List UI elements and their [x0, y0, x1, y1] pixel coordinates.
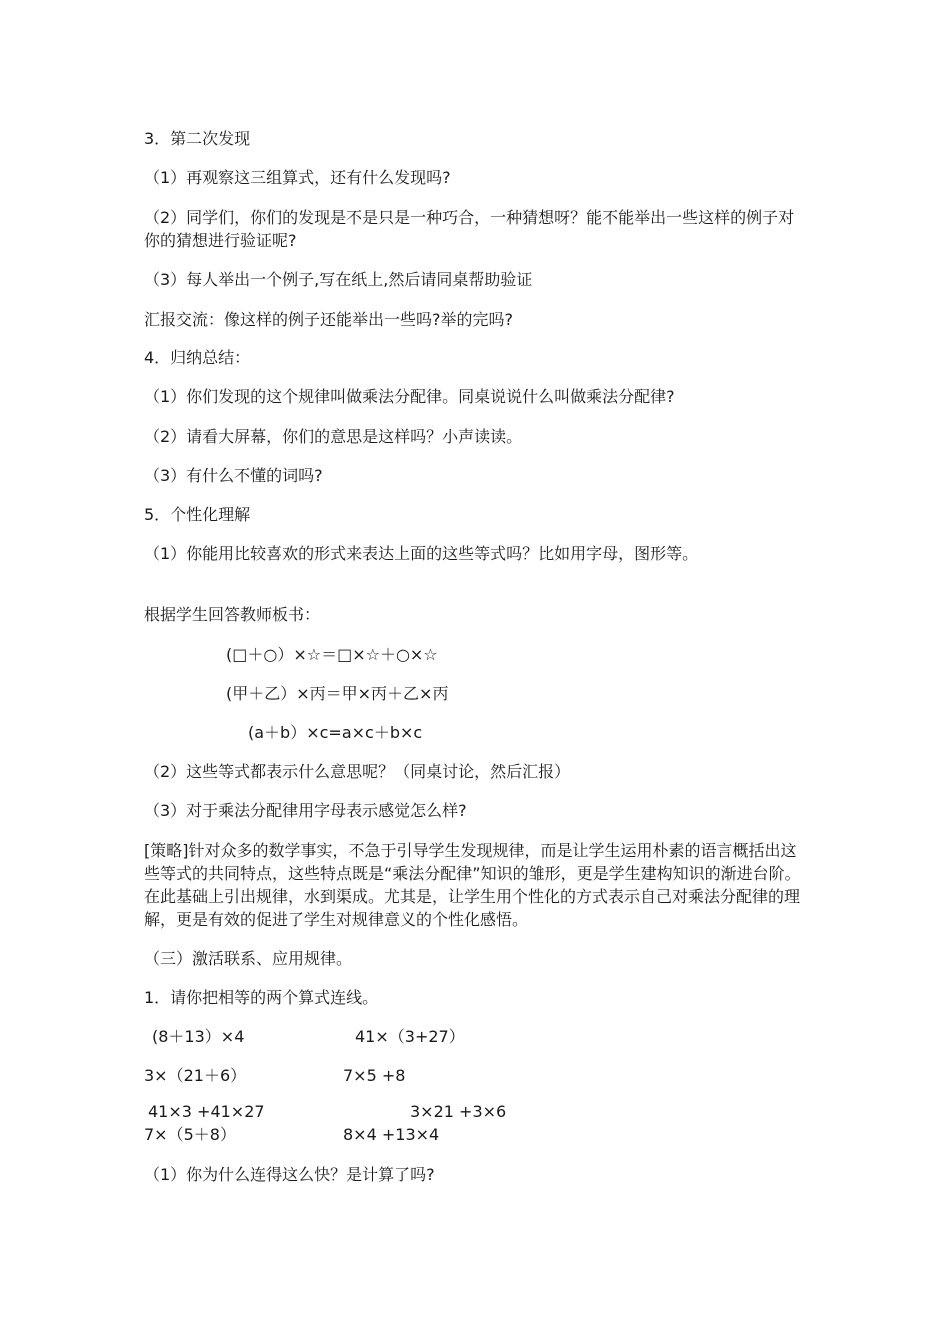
personalized-question-2: （2）这些等式都表示什么意思呢？（同桌讨论，然后汇报）	[144, 762, 571, 781]
exercise-1-question: （1）你为什么连得这么快？是计算了吗?	[144, 1165, 435, 1184]
board-writing-intro: 根据学生回答教师板书：	[144, 605, 321, 624]
summary-question-2: （2）请看大屏幕，你们的意思是这样吗？小声读读。	[144, 427, 523, 446]
expression-left-4: 7×（5＋8）	[144, 1125, 236, 1144]
formula-letters: (a＋b）×c=a×c＋b×c	[248, 723, 423, 742]
question-1: （1）再观察这三组算式，还有什么发现吗?	[144, 168, 451, 187]
section-heading-personalized: 5．个性化理解	[144, 505, 251, 524]
section-heading-apply: （三）激活联系、应用规律。	[144, 949, 353, 968]
strategy-paragraph: [策略]针对众多的数学事实，不急于引导学生发现规律，而是让学生运用朴素的语言概括出这些等式的共同特点，这些特点既是“乘法分配律”知识的雏形，更是学生建构知识的渐进台阶。在此基础上引出规律，水到渠成。尤其是，让学生用个性化的方式表示自己对乘法分配律的理解，更是有效的促进了学生对规律意义的个性化感悟。	[144, 841, 801, 929]
expression-right-2: 7×5 +8	[343, 1066, 406, 1085]
personalized-question-3: （3）对于乘法分配律用字母表示感觉怎么样?	[144, 801, 467, 820]
personalized-question-1: （1）你能用比较喜欢的形式来表达上面的这些等式吗？比如用字母，图形等。	[144, 544, 699, 563]
expression-left-3: 41×3 +41×27	[148, 1102, 265, 1121]
formula-shapes: (□＋○）×☆＝□×☆＋○×☆	[226, 645, 438, 664]
expression-right-4: 8×4 +13×4	[343, 1125, 440, 1144]
summary-question-1: （1）你们发现的这个规律叫做乘法分配律。同桌说说什么叫做乘法分配律?	[144, 387, 675, 406]
summary-question-3: （3）有什么不懂的词吗?	[144, 466, 323, 485]
expression-right-3: 3×21 +3×6	[410, 1102, 507, 1121]
section-heading-second-discovery: 3．第二次发现	[144, 129, 251, 148]
section-heading-summary: 4．归纳总结：	[144, 348, 251, 367]
formula-chinese: (甲＋乙）×丙＝甲×丙＋乙×丙	[226, 684, 449, 703]
exercise-1-instruction: 1．请你把相等的两个算式连线。	[144, 988, 379, 1007]
expression-left-1: (8＋13）×4	[152, 1027, 245, 1046]
question-3: （3）每人举出一个例子,写在纸上,然后请同桌帮助验证	[144, 270, 533, 289]
expression-right-1: 41×（3+27）	[355, 1027, 465, 1046]
expression-left-2: 3×（21＋6）	[144, 1066, 247, 1085]
question-2: （2）同学们，你们的发现是不是只是一种巧合，一种猜想呀？能不能举出一些这样的例子对你的猜想进行验证呢?	[144, 208, 795, 250]
report-exchange: 汇报交流：像这样的例子还能举出一些吗?举的完吗?	[144, 310, 513, 329]
